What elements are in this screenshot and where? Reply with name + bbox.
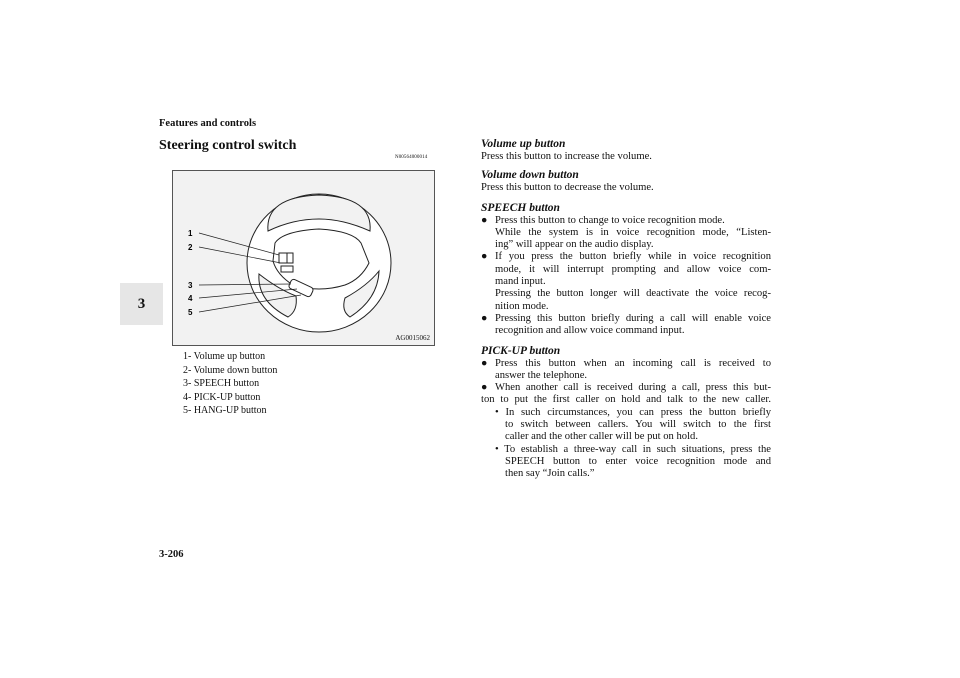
text-line: When another call is received during a call, press this but-	[495, 382, 771, 394]
text-line: to switch between callers. You will switch to the first	[505, 419, 771, 431]
text-line: answer the telephone.	[495, 369, 588, 381]
pickup-subitem-2	[481, 444, 771, 481]
legend-item: 2- Volume down button	[183, 364, 278, 376]
callout-3: 3	[188, 281, 193, 290]
pickup-bullet-2	[481, 382, 771, 407]
pickup-subitem-1	[481, 407, 771, 444]
text-line: Pressing the button longer will deactivate the voice recog-	[495, 288, 771, 300]
text-line: nition mode.	[495, 300, 549, 312]
text-line: mand input.	[495, 276, 546, 288]
volume-down-text: Press this button to decrease the volume.	[481, 182, 654, 194]
speech-bullet-2	[481, 251, 771, 312]
bullet-icon: ●	[481, 214, 488, 226]
callout-1: 1	[188, 229, 193, 238]
text-line: Pressing this button briefly during a call will enable voice	[495, 312, 771, 324]
callout-4: 4	[188, 294, 193, 303]
legend-item: 5- HANG-UP button	[183, 405, 267, 417]
text-line: • To establish a three-way call in such situations, press the	[495, 443, 771, 455]
page-number: 3-206	[159, 549, 184, 560]
callout-5: 5	[188, 308, 193, 317]
volume-up-text: Press this button to increase the volume.	[481, 151, 652, 162]
right-column	[481, 138, 771, 481]
volume-up-heading: Volume up button	[481, 138, 566, 150]
legend-item: 3- SPEECH button	[183, 378, 260, 390]
page-title: Steering control switch	[159, 138, 297, 153]
figure-legend	[183, 350, 277, 418]
text-line: Press this button when an incoming call is received to	[495, 357, 771, 369]
text-line: Press this button to change to voice recognition mode.	[495, 214, 725, 226]
speech-bullet-3	[481, 313, 771, 338]
text-line: then say “Join calls.”	[505, 468, 595, 480]
speech-bullet-1	[481, 215, 771, 252]
text-line: • In such circumstances, you can press the button briefly	[495, 406, 771, 418]
bullet-icon: ●	[481, 312, 488, 324]
chapter-tab: 3	[120, 283, 163, 325]
text-line: ton to put the first caller on hold and talk to the new caller.	[481, 394, 771, 406]
legend-item: 1- Volume up button	[183, 351, 266, 362]
bullet-icon: ●	[481, 382, 488, 394]
pickup-bullet-1	[481, 358, 771, 383]
steering-wheel-illustration	[173, 171, 434, 345]
speech-heading: SPEECH button	[481, 201, 560, 214]
text-line: recognition and allow voice command input.	[495, 325, 685, 337]
steering-wheel-figure	[172, 170, 435, 346]
callout-2: 2	[188, 243, 193, 252]
volume-down-heading: Volume down button	[481, 169, 579, 182]
text-line: caller and the other caller will be put on hold.	[505, 431, 698, 443]
text-line: If you press the button briefly while in voice recognition	[495, 251, 771, 263]
section-header: Features and controls	[159, 118, 257, 129]
bullet-icon: ●	[481, 357, 488, 369]
reference-code: N00564000014	[395, 155, 428, 160]
text-line: SPEECH button to enter voice recognition mode and	[505, 455, 771, 467]
text-line: mode, it will interrupt prompting and allow voice com-	[495, 263, 771, 275]
legend-item: 4- PICK-UP button	[183, 391, 261, 403]
text-line: ing” will appear on the audio display.	[495, 239, 654, 251]
pickup-heading: PICK-UP button	[481, 344, 561, 357]
figure-id: AG0015062	[395, 334, 430, 342]
bullet-icon: ●	[481, 251, 488, 263]
text-line: While the system is in voice recognition mode, “Listen-	[495, 226, 771, 238]
